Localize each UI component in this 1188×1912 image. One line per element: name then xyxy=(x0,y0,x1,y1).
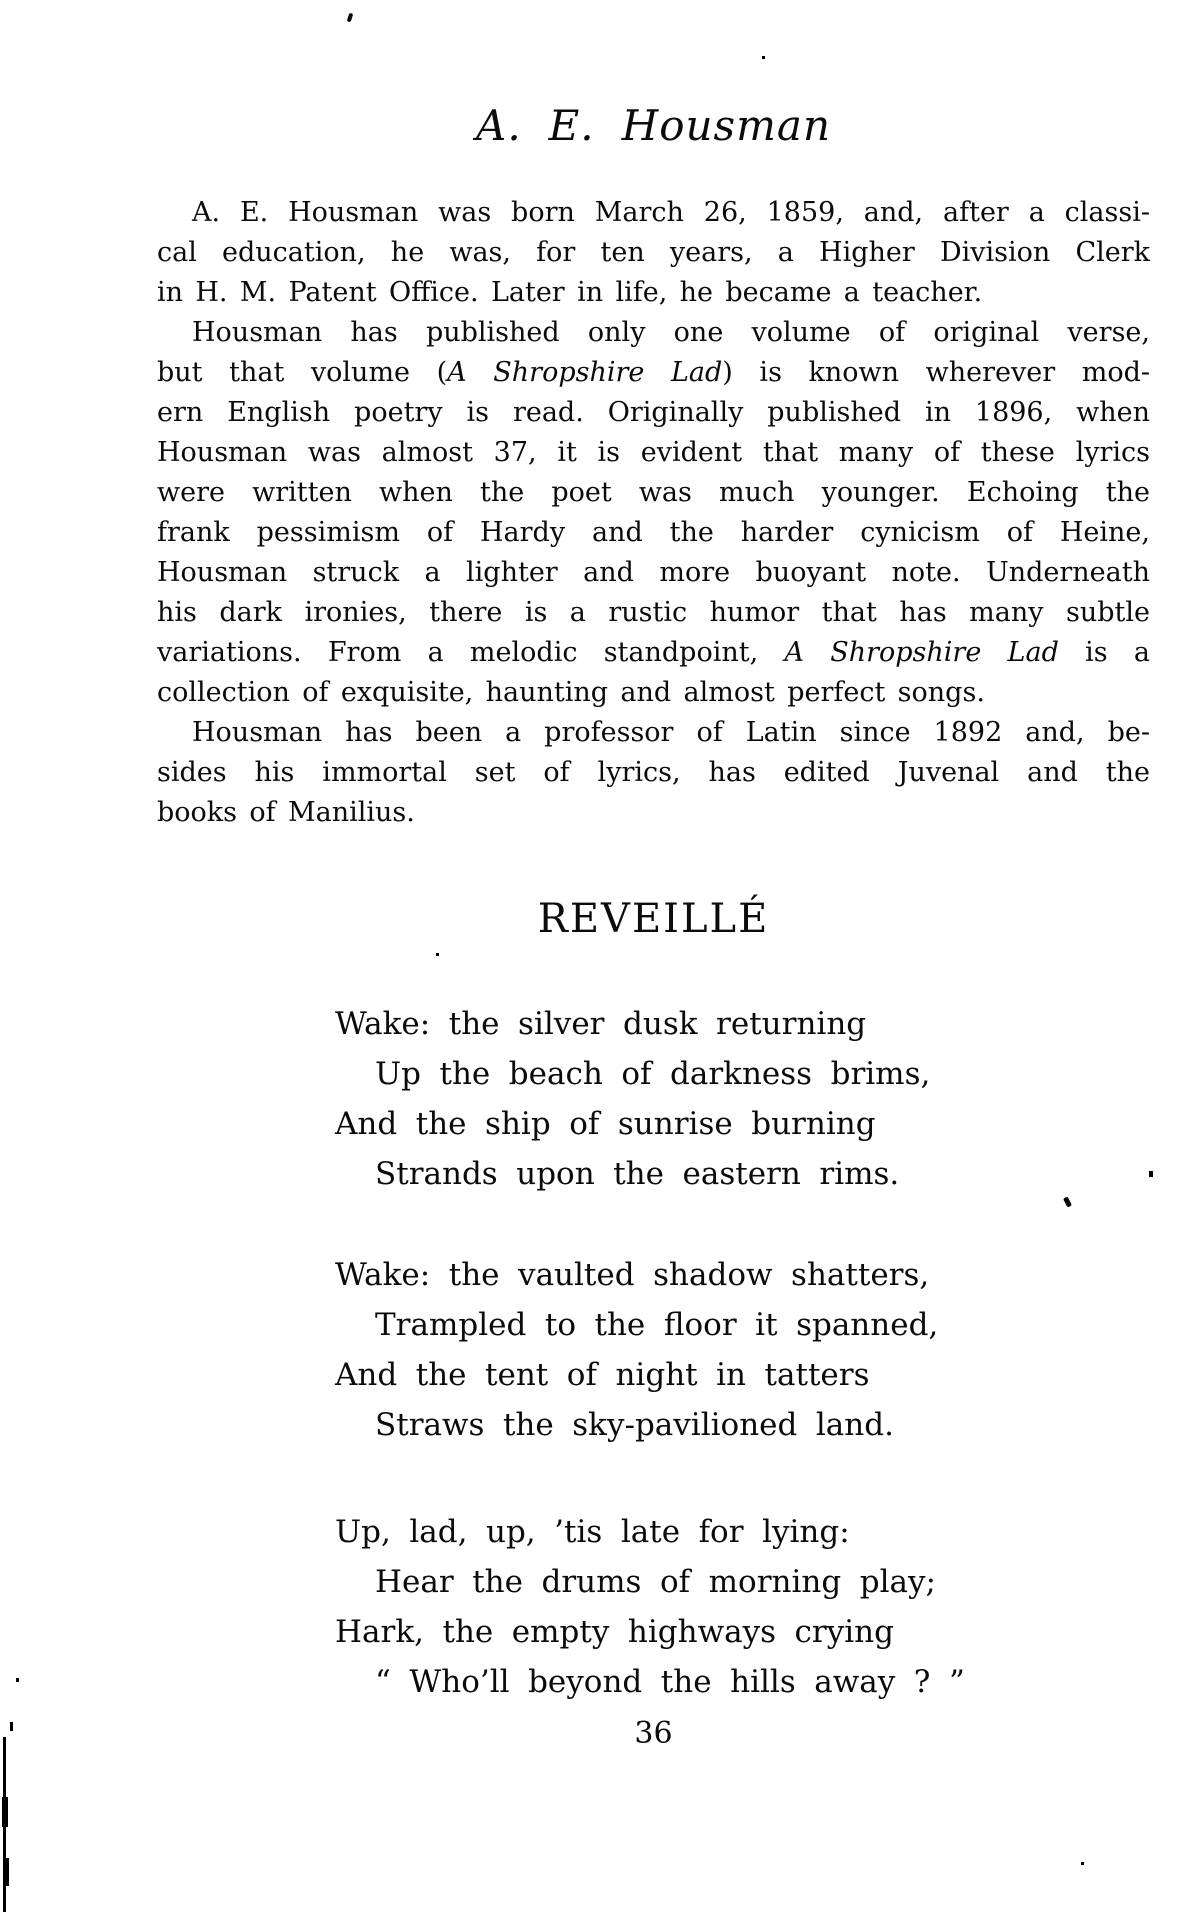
poem-line: Up the beach of darkness brims, xyxy=(375,1056,931,1092)
bio-line: collection of exquisite, haunting and almost perfect songs. xyxy=(157,677,985,708)
poem-line: Wake: the vaulted shadow shatters, xyxy=(335,1257,930,1293)
ink-speck xyxy=(762,56,765,59)
scan-edge-artifact xyxy=(10,1722,13,1731)
poem-line: Up, lad, up, ’tis late for lying: xyxy=(335,1514,850,1550)
bio-line: Housman has published only one volume of original verse, xyxy=(192,317,1150,348)
bio-line: frank pessimism of Hardy and the harder cynicism of Heine, xyxy=(157,517,1150,548)
scan-edge-artifact xyxy=(2,1797,8,1827)
scan-edge-artifact xyxy=(3,1858,9,1886)
bio-paragraph xyxy=(157,713,1150,833)
bio-line: cal education, he was, for ten years, a Higher Division Clerk xyxy=(157,237,1150,268)
ink-speck xyxy=(16,1678,19,1682)
bio-line: sides his immortal set of lyrics, has edited Juvenal and the xyxy=(157,757,1150,788)
bio-line: A. E. Housman was born March 26, 1859, and, after a classi- xyxy=(192,197,1150,228)
ink-speck xyxy=(347,13,354,23)
poem-line: Strands upon the eastern rims. xyxy=(375,1156,900,1192)
poem-line: And the tent of night in tatters xyxy=(335,1357,870,1393)
poem-stanza xyxy=(335,999,1095,1199)
bio-line: in H. M. Patent Office. Later in life, he became a teacher. xyxy=(157,277,983,308)
bio-line: ern English poetry is read. Originally published in 1896, when xyxy=(157,397,1150,428)
bio-paragraph xyxy=(157,313,1150,713)
bio-line: Housman was almost 37, it is evident that many of these lyrics xyxy=(157,437,1150,468)
bio-line: but that volume (A Shropshire Lad) is known wherever mod- xyxy=(157,357,1151,388)
bio-line: his dark ironies, there is a rustic humor that has many subtle xyxy=(157,597,1150,628)
poem-line: “ Who’ll beyond the hills away ? ” xyxy=(375,1664,965,1700)
biography-section xyxy=(157,193,1150,833)
poem-line: Straws the sky-pavilioned land. xyxy=(375,1407,894,1443)
bio-paragraph xyxy=(157,193,1150,313)
poem-line: And the ship of sunrise burning xyxy=(335,1106,876,1142)
bio-line: books of Manilius. xyxy=(157,797,415,828)
poem-line: Hear the drums of morning play; xyxy=(375,1564,936,1600)
page-number: 36 xyxy=(634,1716,673,1751)
poem-line: Wake: the silver dusk returning xyxy=(335,1006,867,1042)
bio-line: Housman has been a professor of Latin since 1892 and, be- xyxy=(192,717,1150,748)
poem-line: Trampled to the floor it spanned, xyxy=(375,1307,939,1343)
bio-line: variations. From a melodic standpoint, A Shropshire Lad is a xyxy=(157,637,1150,668)
ink-speck xyxy=(436,953,439,956)
poem-title: REVEILLÉ xyxy=(537,896,770,942)
page-title: A. E. Housman xyxy=(475,101,832,150)
poem-stanza xyxy=(335,1507,1095,1707)
poem-line: Hark, the empty highways crying xyxy=(335,1614,894,1650)
ink-speck xyxy=(1149,1171,1153,1177)
bio-line: were written when the poet was much younger. Echoing the xyxy=(157,477,1150,508)
ink-speck xyxy=(1081,1862,1084,1865)
bio-line: Housman struck a lighter and more buoyant note. Underneath xyxy=(157,557,1150,588)
poem-stanza xyxy=(335,1250,1095,1450)
